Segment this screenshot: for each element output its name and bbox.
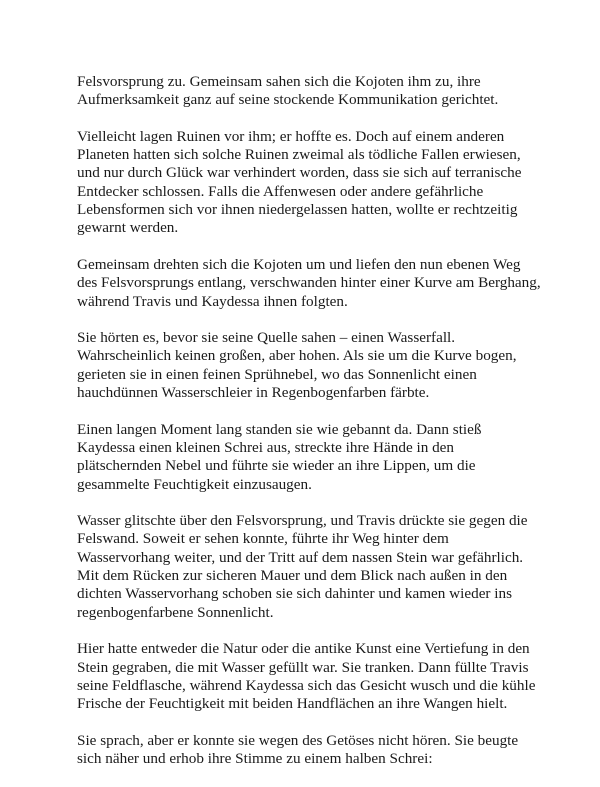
paragraph-2: Vielleicht lagen Ruinen vor ihm; er hoffte es. Doch auf einem anderen Planeten hatten sich solche Ruinen zweimal als tödliche Fallen erwiesen, und nur durch Glück war verhindert worden, dass sie sich auf terranische Entdecker schlossen. Falls die Affenwesen oder andere gefährliche Lebensformen sich vor ihnen niedergelassen hatten, wollte er rechtzeitig gewarnt werden. [77,127,522,237]
paragraph-4: Sie hörten es, bevor sie seine Quelle sahen – einen Wasserfall. Wahrscheinlich keinen großen, aber hohen. Als sie um die Kurve bogen, gerieten sie in einen feinen Sprühnebel, wo das Sonnenlicht einen hauchdünnen Wasserschleier in Regenbogenfarben färbte. [77,329,517,402]
paragraph-1: Felsvorsprung zu. Gemeinsam sahen sich die Kojoten ihm zu, ihre Aufmerksamkeit ganz auf seine stockende Kommunikation gerichtet. [77,73,499,109]
paragraph-3: Gemeinsam drehten sich die Kojoten um und liefen den nun ebenen Weg des Felsvorsprungs entlang, verschwanden hinter einer Kurve am Berghang, während Travis und Kaydessa ihnen folgten. [77,255,541,310]
paragraph-5: Einen langen Moment lang standen sie wie gebannt da. Dann stieß Kaydessa einen kleinen Schrei aus, streckte ihre Hände in den plätschernden Nebel und führte sie wieder an ihre Lippen, um die gesammelte Feuchtigkeit einzusaugen. [77,420,482,493]
paragraph-8: Sie sprach, aber er konnte sie wegen des Getöses nicht hören. Sie beugte sich näher und erhob ihre Stimme zu einem halben Schrei: [77,731,519,767]
paragraph-7: Hier hatte entweder die Natur oder die antike Kunst eine Vertiefung in den Stein gegraben, die mit Wasser gefüllt war. Sie tranken. Dann füllte Travis seine Feldflasche, während Kaydessa sich das Gesicht wusch und die kühle Frische der Feuchtigkeit mit beiden Handflächen an ihre Wangen hielt. [77,640,536,713]
paragraph-6: Wasser glitschte über den Felsvorsprung, und Travis drückte sie gegen die Felswand. Soweit er sehen konnte, führte ihr Weg hinter dem Wasservorhang weiter, und der Tritt auf dem nassen Stein war gefährlich. Mit dem Rücken zur sicheren Mauer und dem Blick nach außen in den dichten Wasservorhang schoben sie sich dahinter und kamen wieder ins regenbogenfarbene Sonnenlicht. [77,512,528,621]
document-page [77,73,547,787]
